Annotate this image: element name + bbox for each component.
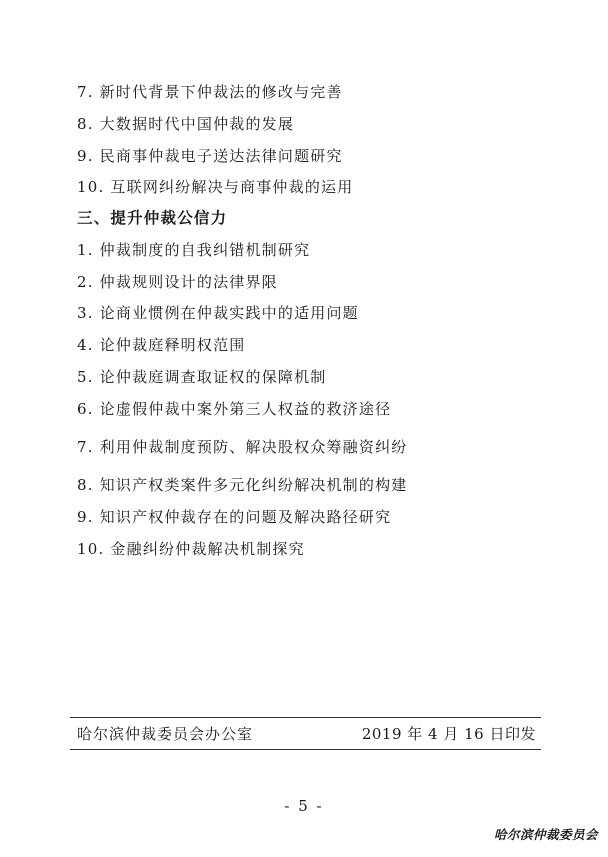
list-item: 8. 大数据时代中国仲裁的发展 <box>77 115 295 133</box>
list-item: 6. 论虚假仲裁中案外第三人权益的救济途径 <box>77 400 392 418</box>
list-item: 10. 互联网纠纷解决与商事仲裁的运用 <box>77 178 354 196</box>
list-item: 10. 金融纠纷仲裁解决机制探究 <box>77 540 305 558</box>
list-item: 7. 利用仲裁制度预防、解决股权众筹融资纠纷 <box>77 438 408 456</box>
list-item: 5. 论仲裁庭调查取证权的保障机制 <box>77 368 327 386</box>
list-item: 1. 仲裁制度的自我纠错机制研究 <box>77 241 311 259</box>
issuer-name: 哈尔滨仲裁委员会办公室 <box>77 725 254 743</box>
list-item: 4. 论仲裁庭释明权范围 <box>77 336 246 354</box>
list-item: 2. 仲裁规则设计的法律界限 <box>77 273 278 291</box>
list-item: 9. 知识产权仲裁存在的问题及解决路径研究 <box>77 508 392 526</box>
list-item: 7. 新时代背景下仲裁法的修改与完善 <box>77 83 343 101</box>
footer-bottom-rule <box>70 749 541 750</box>
list-item: 9. 民商事仲裁电子送达法律问题研究 <box>77 147 343 165</box>
corner-watermark: 哈尔滨仲裁委员会 <box>493 827 598 842</box>
section-heading: 三、提升仲裁公信力 <box>77 209 228 227</box>
issue-date: 2019 年 4 月 16 日印发 <box>361 725 536 743</box>
list-item: 3. 论商业惯例在仲裁实践中的适用问题 <box>77 304 359 322</box>
footer-top-rule <box>70 717 541 718</box>
list-item: 8. 知识产权类案件多元化纠纷解决机制的构建 <box>77 476 408 494</box>
page-number: - 5 - <box>284 797 324 815</box>
